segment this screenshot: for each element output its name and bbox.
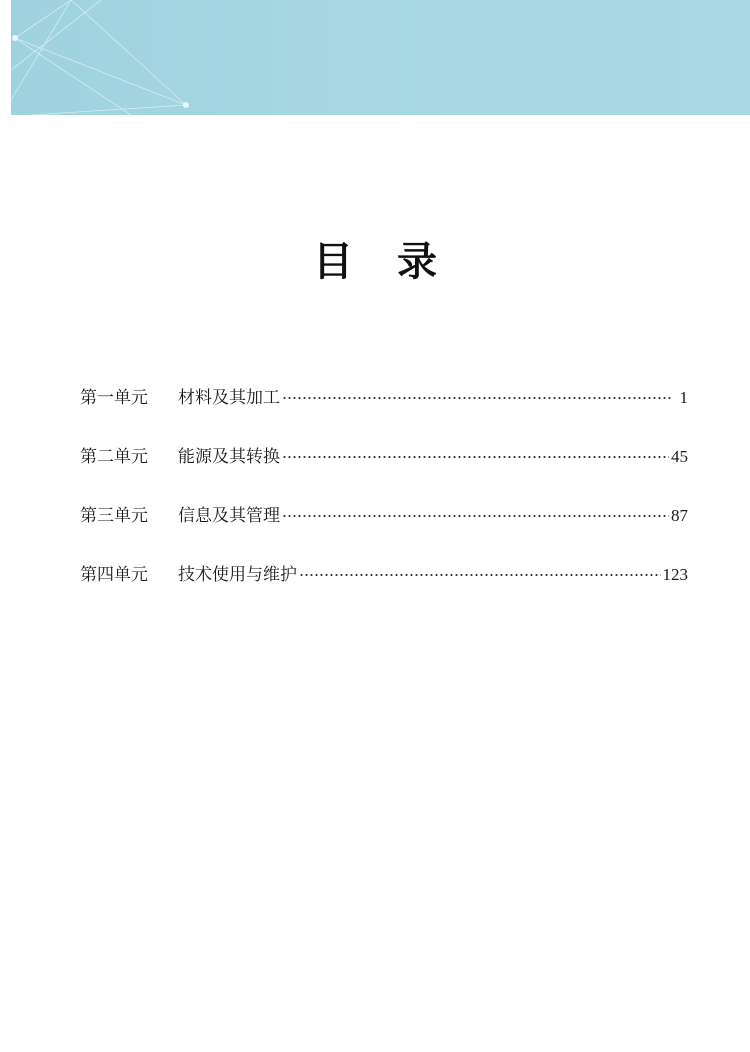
- toc-unit-label: 第二单元: [80, 447, 148, 467]
- toc-page-number: 123: [662, 565, 688, 584]
- toc-entry[interactable]: [80, 501, 688, 531]
- toc-page-number: 1: [679, 388, 688, 407]
- toc-entry[interactable]: [80, 442, 688, 472]
- toc-chapter-title: 技术使用与维护: [178, 565, 297, 585]
- dot-leader: [282, 456, 669, 458]
- toc-chapter-title: 能源及其转换: [178, 447, 280, 467]
- dot-leader: [282, 397, 672, 399]
- toc-unit-label: 第一单元: [80, 388, 148, 408]
- toc-page-number: 87: [671, 506, 688, 525]
- toc-chapter-title: 材料及其加工: [178, 388, 280, 408]
- dot-leader: [282, 515, 669, 517]
- header-banner: [11, 0, 750, 115]
- toc-entry[interactable]: [80, 560, 688, 590]
- dot-leader: [299, 574, 661, 576]
- network-lines-decoration: [11, 0, 750, 115]
- toc-page-number: 45: [671, 447, 688, 466]
- toc-entry[interactable]: [80, 383, 688, 413]
- toc-unit-label: 第三单元: [80, 506, 148, 526]
- toc-list: [80, 383, 688, 619]
- page-title: 目录: [313, 238, 481, 285]
- toc-unit-label: 第四单元: [80, 565, 148, 585]
- toc-chapter-title: 信息及其管理: [178, 506, 280, 526]
